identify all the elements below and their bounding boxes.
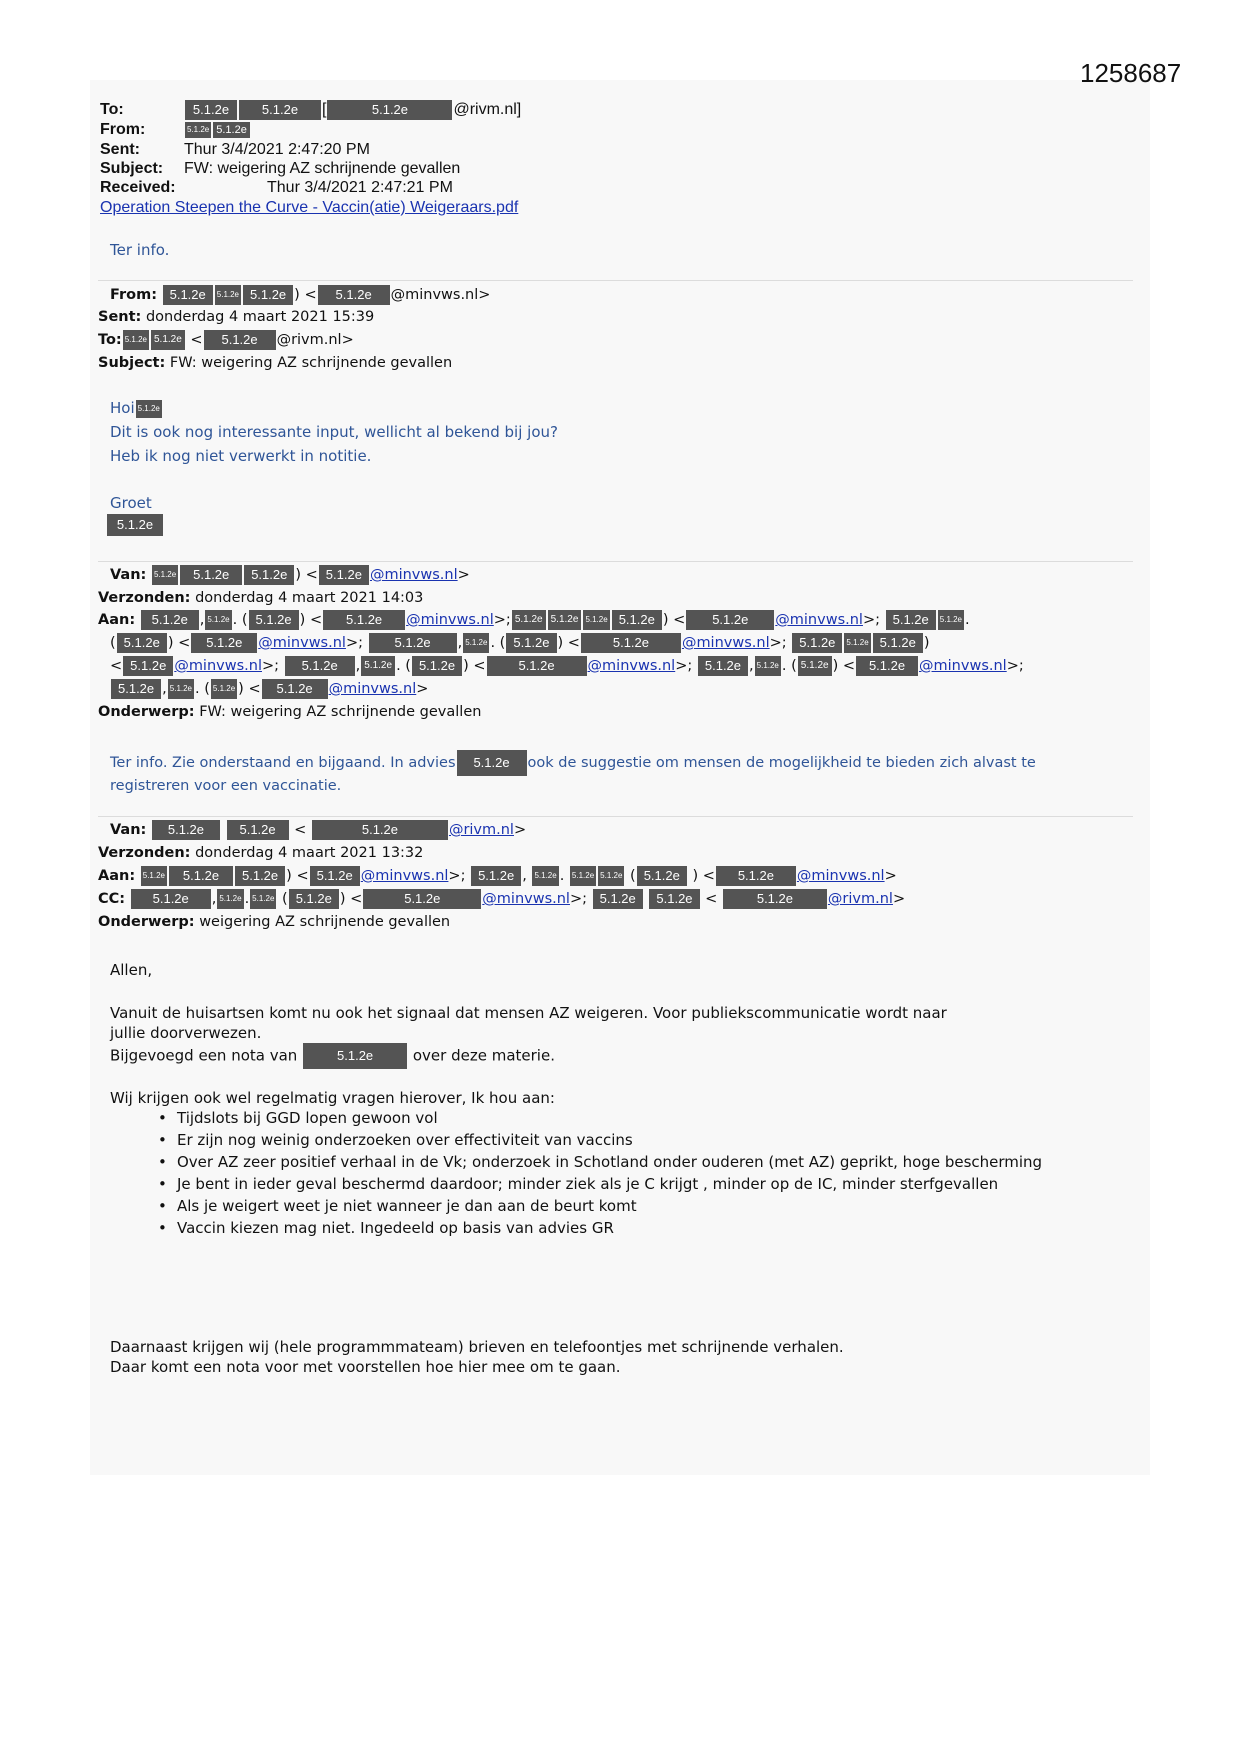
punct: ( [110, 635, 116, 651]
redaction: 5.1.2e [141, 610, 199, 630]
msg3-verzonden-label: Verzonden: [98, 845, 191, 861]
msg3-greeting: Allen, [110, 961, 153, 979]
punct: , [749, 658, 754, 674]
msg2-aan-row-4 [110, 679, 428, 699]
divider [98, 816, 1133, 817]
punct: ) [295, 567, 302, 583]
list-item: • Je bent in ieder geval beschermd daardoor; minder ziek als je C krijgt , minder op de IC, minder sterfgevallen [158, 1174, 1088, 1194]
msg3-aan-row [98, 866, 897, 886]
header-received-label: Received: [100, 179, 176, 196]
punct: < [304, 287, 317, 303]
punct: , [457, 635, 463, 651]
msg3-para1-cont: jullie doorverwezen. [110, 1024, 262, 1042]
redaction: 5.1.2e [215, 285, 241, 305]
recipient-email[interactable]: @rivm.nl [827, 891, 893, 907]
msg3-onderwerp-row [98, 912, 450, 932]
msg2-aan-row-3 [110, 656, 1024, 676]
msg1-sent-label: Sent: [98, 309, 142, 325]
header-to-row [100, 100, 521, 120]
msg3-para5: Daar komt een nota voor met voorstellen hoe hier mee om te gaan. [110, 1358, 621, 1376]
redaction: 5.1.2e [205, 610, 231, 630]
msg2-onderwerp-value: FW: weigering AZ schrijnende gevallen [199, 704, 482, 720]
msg2-van-label: Van: [110, 567, 147, 583]
redaction: 5.1.2e [141, 866, 167, 886]
msg1-subject-value: FW: weigering AZ schrijnende gevallen [169, 355, 453, 371]
msg1-body-groet: Groet [110, 494, 152, 512]
punct: ) [286, 868, 292, 884]
header-sent-value: Thur 3/4/2021 2:47:20 PM [184, 141, 370, 158]
punct: . [195, 681, 200, 697]
redaction: 5.1.2e [723, 889, 827, 909]
redaction: 5.1.2e [612, 610, 662, 630]
msg1-from-label: From: [110, 287, 157, 303]
punct: < [702, 868, 715, 884]
redaction: 5.1.2e [204, 330, 276, 350]
redaction: 5.1.2e [583, 610, 609, 630]
redaction: 5.1.2e [361, 656, 395, 676]
redaction: 5.1.2e [873, 633, 923, 653]
msg1-subject-label: Subject: [98, 355, 166, 371]
document-number: 1258687 [1080, 58, 1182, 88]
punct: . [559, 868, 565, 884]
punct: > [884, 868, 897, 884]
punct: ; [582, 891, 588, 907]
msg3-cc-row [98, 889, 905, 909]
recipient-email[interactable]: @minvws.nl [406, 612, 494, 628]
recipient-email[interactable]: @minvws.nl [328, 681, 417, 697]
header-from-row [100, 120, 251, 140]
intro-text: Ter info. [110, 241, 170, 259]
punct: ; [505, 612, 511, 628]
msg3-para4: Daarnaast krijgen wij (hele programmmateam) brieven en telefoontjes met schrijnende verhalen. [110, 1338, 844, 1356]
punct: . [965, 612, 970, 628]
list-item: • Tijdslots bij GGD lopen gewoon vol [158, 1108, 1088, 1128]
msg3-onderwerp-label: Onderwerp: [98, 914, 195, 930]
punct: ) [662, 612, 669, 628]
punct: > [862, 612, 876, 628]
header-subject-row [100, 159, 460, 179]
redaction: 5.1.2e [239, 100, 321, 120]
attachment-link[interactable]: Operation Steepen the Curve - Vaccin(atie) Weigeraars.pdf [100, 199, 519, 216]
divider [98, 280, 1133, 281]
redaction: 5.1.2e [244, 565, 294, 585]
punct: . [244, 891, 250, 907]
redaction: 5.1.2e [570, 866, 596, 886]
msg1-to-domain: @rivm.nl> [276, 332, 354, 348]
punct: ; [875, 612, 880, 628]
punct: > [448, 868, 461, 884]
msg1-body-line2: Dit is ook nog interessante input, wellicht al bekend bij jou? [110, 423, 558, 441]
redaction: 5.1.2e [250, 889, 276, 909]
punct: ( [791, 658, 797, 674]
punct: < [705, 891, 718, 907]
punct: ( [630, 868, 636, 884]
bracket: [ [322, 101, 327, 119]
recipient-email[interactable]: @minvws.nl [775, 612, 863, 628]
punct: < [190, 332, 203, 348]
redaction: 5.1.2e [111, 679, 161, 699]
redaction: 5.1.2e [548, 610, 582, 630]
recipient-email[interactable]: @minvws.nl [258, 635, 346, 651]
recipient-email[interactable]: @minvws.nl [587, 658, 676, 674]
msg1-subject-row [98, 353, 452, 373]
msg2-aan-label: Aan: [98, 612, 136, 628]
body-text: Bijgevoegd een nota van [110, 1046, 298, 1065]
header-subject-value: FW: weigering AZ schrijnende gevallen [184, 160, 461, 177]
redaction: 5.1.2e [289, 889, 339, 909]
msg3-bullet-list [158, 1108, 1088, 1238]
punct: < [248, 681, 261, 697]
punct: ( [499, 635, 506, 651]
redaction: 5.1.2e [168, 679, 194, 699]
punct: < [305, 567, 318, 583]
header-subject-label: Subject: [100, 160, 164, 177]
redaction: 5.1.2e [637, 866, 687, 886]
msg1-sent-value: donderdag 4 maart 2021 15:39 [145, 309, 375, 325]
redaction: 5.1.2e [512, 610, 546, 630]
msg2-verzonden-value: donderdag 4 maart 2021 14:03 [195, 590, 424, 606]
punct: ; [781, 635, 787, 651]
punct: < [178, 635, 191, 651]
redaction: 5.1.2e [185, 100, 237, 120]
msg3-para3: Wij krijgen ook wel regelmatig vragen hierover, Ik hou aan: [110, 1089, 555, 1107]
redaction: 5.1.2e [938, 610, 964, 630]
punct: . [396, 658, 401, 674]
redaction: 5.1.2e [319, 565, 369, 585]
redaction: 5.1.2e [886, 610, 936, 630]
punct: , [522, 868, 527, 884]
punct: ) [923, 635, 930, 651]
punct: . [781, 658, 787, 674]
msg2-verzonden-row [98, 588, 423, 608]
punct: < [673, 612, 686, 628]
msg2-aan-row-1 [98, 610, 970, 630]
msg3-cc-label: CC: [98, 891, 126, 907]
msg1-signature [106, 514, 164, 536]
punct: < [110, 658, 123, 674]
punct: . [490, 635, 496, 651]
punct: ) [557, 635, 564, 651]
punct: > [261, 658, 275, 674]
msg3-van-label: Van: [110, 822, 147, 838]
header-to-label: To: [100, 101, 124, 119]
msg3-aan-label: Aan: [98, 868, 136, 884]
list-item: • Als je weigert weet je niet wanneer je dan aan de beurt komt [158, 1196, 1088, 1216]
redaction: 5.1.2e [243, 285, 293, 305]
msg2-body-line1 [110, 750, 1036, 776]
redaction: 5.1.2e [581, 633, 681, 653]
redaction: 5.1.2e [716, 866, 796, 886]
msg2-aan-row-2 [110, 633, 930, 653]
punct: ; [687, 658, 693, 674]
punct: > [493, 612, 506, 628]
msg3-verzonden-row [98, 843, 423, 863]
redaction: 5.1.2e [323, 610, 405, 630]
msg1-from-domain: @minvws.nl> [390, 287, 491, 303]
punct: ) [299, 612, 306, 628]
msg3-van-row [110, 820, 526, 840]
redaction: 5.1.2e [151, 330, 185, 350]
msg3-para1: Vanuit de huisartsen komt nu ook het signaal dat mensen AZ weigeren. Voor publiekscommunicatie wordt naar [110, 1004, 947, 1022]
redaction: 5.1.2e [303, 1043, 407, 1069]
redaction: 5.1.2e [152, 820, 220, 840]
punct: , [199, 612, 205, 628]
punct: ; [1018, 658, 1024, 674]
punct: < [296, 868, 309, 884]
punct: ) [463, 658, 469, 674]
punct: ; [274, 658, 280, 674]
redaction: 5.1.2e [285, 656, 355, 676]
punct: . [232, 612, 238, 628]
punct: > [345, 635, 359, 651]
list-item: • Er zijn nog weinig onderzoeken over effectiviteit van vaccins [158, 1130, 1088, 1150]
punct: ( [204, 681, 210, 697]
msg3-para2 [110, 1043, 555, 1069]
body-text: ook de suggestie om mensen de mogelijkheid te bieden zich alvast te [527, 755, 1036, 771]
redaction: 5.1.2e [136, 400, 162, 418]
recipient-email[interactable]: @minvws.nl [482, 891, 570, 907]
recipient-email[interactable]: @minvws.nl [919, 658, 1007, 674]
punct: > [416, 681, 429, 697]
msg1-to-row [98, 330, 354, 350]
msg2-body-line2: registreren voor een vaccinatie. [110, 778, 342, 794]
redaction: 5.1.2e [180, 565, 242, 585]
punct: , [162, 681, 167, 697]
punct: < [294, 822, 307, 838]
punct: > [892, 891, 906, 907]
msg2-van-row [110, 565, 470, 585]
punct: ) [238, 681, 244, 697]
redaction: 5.1.2e [217, 889, 243, 909]
punct: < [350, 891, 363, 907]
redaction: 5.1.2e [792, 633, 842, 653]
redaction: 5.1.2e [369, 633, 457, 653]
redaction: 5.1.2e [249, 610, 299, 630]
redaction: 5.1.2e [755, 656, 781, 676]
list-item: • Vaccin kiezen mag niet. Ingedeeld op basis van advies GR [158, 1218, 1088, 1238]
redaction: 5.1.2e [123, 656, 173, 676]
punct: > [513, 822, 527, 838]
redaction: 5.1.2e [262, 679, 328, 699]
punct: < [567, 635, 580, 651]
body-text: Ter info. Zie onderstaand en bijgaand. In advies [110, 755, 456, 771]
redaction: 5.1.2e [856, 656, 918, 676]
redaction: 5.1.2e [310, 866, 360, 886]
punct: ) [294, 287, 300, 303]
redaction: 5.1.2e [169, 866, 233, 886]
msg1-body-hoi [110, 398, 163, 418]
header-received-row [100, 178, 453, 198]
recipient-email[interactable]: @minvws.nl [796, 868, 885, 884]
redaction: 5.1.2e [649, 889, 699, 909]
redaction: 5.1.2e [312, 820, 448, 840]
punct: ( [282, 891, 288, 907]
divider [98, 561, 1133, 562]
header-sent-label: Sent: [100, 141, 140, 158]
redaction: 5.1.2e [412, 656, 462, 676]
header-to-domain: @rivm.nl] [453, 101, 522, 119]
body-text: over deze materie. [412, 1046, 555, 1065]
redaction: 5.1.2e [107, 514, 163, 536]
redaction: 5.1.2e [191, 633, 257, 653]
punct: ( [405, 658, 411, 674]
msg3-van-email[interactable]: @rivm.nl [448, 822, 514, 838]
header-sent-row [100, 140, 370, 160]
redaction: 5.1.2e [152, 565, 178, 585]
redaction: 5.1.2e [532, 866, 558, 886]
redaction: 5.1.2e [211, 679, 237, 699]
msg1-body-line3: Heb ik nog niet verwerkt in notitie. [110, 447, 372, 465]
redaction: 5.1.2e [463, 633, 489, 653]
list-item: • Over AZ zeer positief verhaal in de Vk; onderzoek in Schotland onder ouderen (met AZ) geprikt, hoge bescherming [158, 1152, 1088, 1172]
punct: ) [832, 658, 839, 674]
redaction: 5.1.2e [686, 610, 774, 630]
punct: ) [167, 635, 174, 651]
punct: ) [692, 868, 699, 884]
greeting-text: Hoi [110, 399, 135, 417]
recipient-email[interactable]: @minvws.nl [174, 658, 262, 674]
msg2-van-email[interactable]: @minvws.nl [369, 567, 458, 583]
redaction: 5.1.2e [457, 750, 527, 776]
punct: ( [241, 612, 248, 628]
header-from-label: From: [100, 121, 146, 138]
msg3-verzonden-value: donderdag 4 maart 2021 13:32 [195, 845, 424, 861]
redaction: 5.1.2e [318, 285, 390, 305]
punct: < [309, 612, 323, 628]
punct: , [355, 658, 361, 674]
redaction: 5.1.2e [598, 866, 624, 886]
msg1-sent-row [98, 307, 374, 327]
redaction: 5.1.2e [698, 656, 748, 676]
redaction: 5.1.2e [844, 633, 870, 653]
punct: , [211, 891, 217, 907]
redaction: 5.1.2e [227, 820, 289, 840]
punct: > [675, 658, 688, 674]
recipient-email[interactable]: @minvws.nl [681, 635, 770, 651]
redaction: 5.1.2e [798, 656, 832, 676]
punct: ; [358, 635, 363, 651]
punct: > [769, 635, 782, 651]
punct: < [473, 658, 486, 674]
punct: < [842, 658, 856, 674]
redaction: 5.1.2e [213, 122, 250, 138]
msg2-verzonden-label: Verzonden: [98, 590, 191, 606]
header-received-value: Thur 3/4/2021 2:47:21 PM [267, 179, 453, 196]
redaction: 5.1.2e [593, 889, 643, 909]
redaction: 5.1.2e [117, 633, 167, 653]
redaction: 5.1.2e [131, 889, 211, 909]
msg1-to-label: To: [98, 332, 122, 348]
punct: ; [460, 868, 466, 884]
msg3-onderwerp-value: weigering AZ schrijnende gevallen [199, 914, 451, 930]
redaction: 5.1.2e [123, 330, 149, 350]
punct: > [457, 567, 470, 583]
redaction: 5.1.2e [487, 656, 587, 676]
msg2-onderwerp-row [98, 702, 481, 722]
redaction: 5.1.2e [185, 122, 211, 138]
redaction: 5.1.2e [471, 866, 521, 886]
redaction: 5.1.2e [363, 889, 481, 909]
punct: > [1006, 658, 1019, 674]
msg1-from-row [110, 285, 490, 305]
redaction: 5.1.2e [327, 100, 452, 120]
msg2-onderwerp-label: Onderwerp: [98, 704, 195, 720]
punct: ) [339, 891, 346, 907]
punct: > [569, 891, 583, 907]
recipient-email[interactable]: @minvws.nl [360, 868, 449, 884]
redaction: 5.1.2e [235, 866, 285, 886]
redaction: 5.1.2e [163, 285, 213, 305]
redaction: 5.1.2e [506, 633, 556, 653]
